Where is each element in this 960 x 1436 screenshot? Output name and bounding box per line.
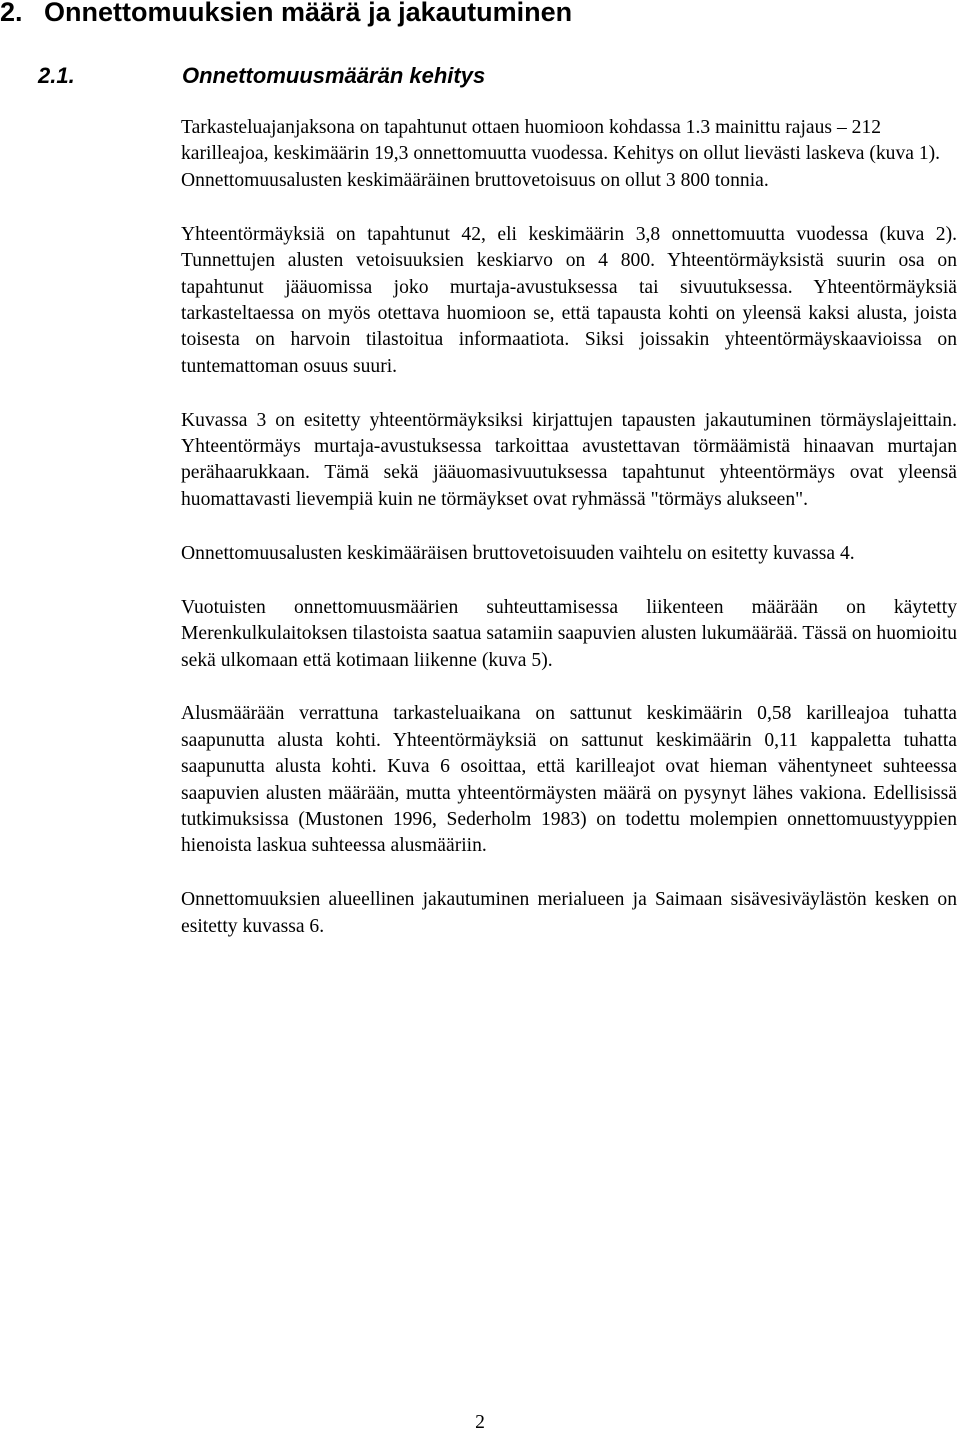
chapter-title: Onnettomuuksien määrä ja jakautuminen (44, 0, 573, 27)
paragraph-2: Yhteentörmäyksiä on tapahtunut 42, eli keskimäärin 3,8 onnettomuutta vuodessa (kuva 2). Tunnettujen alusten vetoisuuksien keskiarvo on 4 800. Yhteentörmäyksistä suurin osa on tapahtunut jääuomissa joko murtaja-avustuksessa tai sivuutuksessa. Yhteentörmäyksiä tarkasteltaessa on myös otettava huomioon se, että tapausta kohti on yleensä kaksi alusta, joista toisesta on harvoin tilastoitua informaatiota. Siksi joissakin yhteentörmäyskaavioissa on tuntemattoman osuus suuri. (181, 223, 957, 377)
paragraph-4: Onnettomuusalusten keskimääräisen bruttovetoisuuden vaihtelu on esitetty kuvassa 4. (181, 542, 855, 564)
chapter-number: 2. (0, 0, 23, 27)
paragraph-6: Alusmäärään verrattuna tarkasteluaikana on sattunut keskimäärin 0,58 karilleajoa tuhatta saapunutta alusta kohti. Yhteentörmäyksiä on sattunut keskimäärin 0,11 kappaletta tuhatta saapunutta alusta kohti. Kuva 6 osoittaa, että karilleajot ovat hieman vähentyneet suhteessa saapuvien alusten määrään, mutta yhteentörmäysten määrä on pysynyt lähes vakiona. Edellisissä tutkimuksissa (Mustonen 1996, Sederholm 1983) on todettu molempien onnettomuustyyppien hienoista laskua suhteessa alusmääriin. (181, 703, 957, 857)
page-number: 2 (475, 1412, 485, 1433)
section-heading (38, 60, 485, 92)
section-title: Onnettomuusmäärän kehitys (182, 63, 486, 88)
paragraph-5: Vuotuisten onnettomuusmäärien suhteuttamisessa liikenteen määrään on käytetty Merenkulkulaitoksen tilastoista saatua satamiin saapuvien alusten lukumäärää. Tässä on huomioitu sekä ulkomaan että kotimaan liikenne (kuva 5). (181, 596, 957, 671)
body-text (181, 115, 957, 968)
chapter-heading (0, 0, 572, 32)
paragraph-3: Kuvassa 3 on esitetty yhteentörmäyksiksi kirjattujen tapausten jakautuminen törmäyslajeittain. Yhteentörmäys murtaja-avustuksessa tarkoittaa avustettavan törmäämistä hinaavan murtajan perähaarukkaan. Tämä sekä jääuomasivuutuksessa tapahtunut yhteentörmäys ovat yleensä huomattavasti lievempiä kuin ne törmäykset ovat ryhmässä "törmäys alukseen". (181, 409, 957, 510)
paragraph-7: Onnettomuuksien alueellinen jakautuminen merialueen ja Saimaan sisävesiväylästön kesken on esitetty kuvassa 6. (181, 889, 957, 937)
paragraph-1: Tarkasteluajanjaksona on tapahtunut ottaen huomioon kohdassa 1.3 mainittu rajaus – 212 karilleajoa, keskimäärin 19,3 onnettomuutta vuodessa. Kehitys on ollut lievästi laskeva (kuva 1). Onnettomuusalusten keskimääräinen bruttovetoisuus on ollut 3 800 tonnia. (181, 117, 941, 191)
section-number: 2.1. (38, 63, 75, 88)
